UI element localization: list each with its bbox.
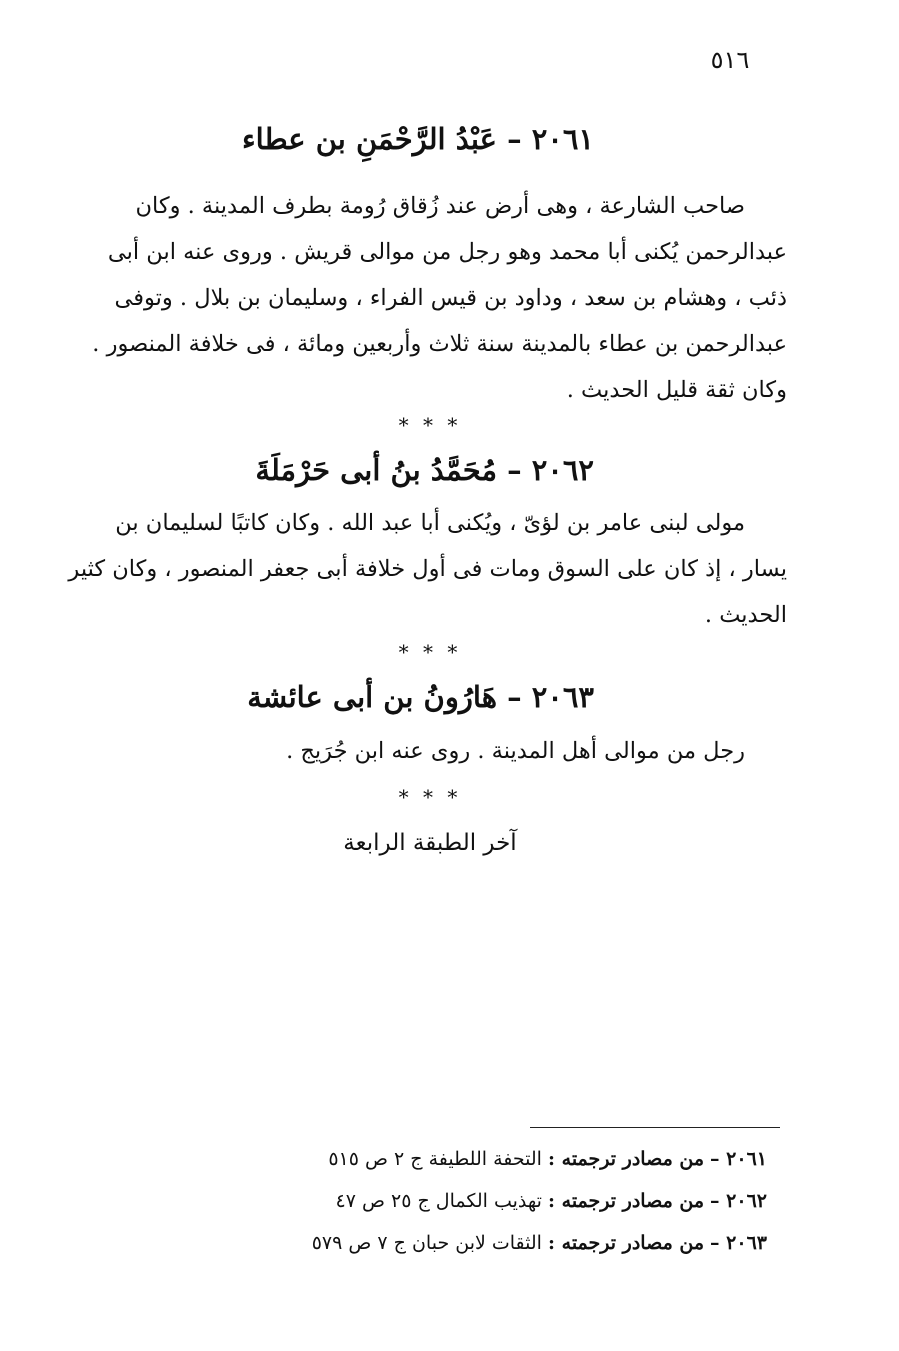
footnote-divider (530, 1127, 780, 1128)
body-line: عبدالرحمن بن عطاء بالمدينة سنة ثلاث وأربعين ومائة ، فى خلافة المنصور . (92, 331, 787, 357)
entry-body-2061 (87, 183, 787, 413)
entry-title-2061: ٢٠٦١ – عَبْدُ الرَّحْمَنِ بن عطاء (242, 122, 594, 156)
body-line: مولى لبنى عامر بن لؤىّ ، ويُكنى أبا عبد الله . وكان كاتبًا لسليمان بن (115, 510, 745, 536)
body-line: رجل من موالى أهل المدينة . روى عنه ابن جُرَيج . (286, 738, 745, 764)
section-separator: * * * (398, 413, 462, 437)
body-line: وكان ثقة قليل الحديث . (566, 377, 787, 403)
section-separator: * * * (398, 640, 462, 664)
footnote-text: التحفة اللطيفة ج ٢ ص ٥١٥ (328, 1148, 542, 1170)
footnote-line (207, 1180, 767, 1222)
entry-body-2063 (87, 728, 787, 774)
section-separator: * * * (398, 785, 462, 809)
footnote-number: ٢٠٦١ – (710, 1148, 767, 1170)
footnote-text: تهذيب الكمال ج ٢٥ ص ٤٧ (335, 1190, 542, 1212)
body-line: الحديث . (704, 602, 787, 628)
page-number: ٥١٦ (710, 46, 750, 74)
footnote-number: ٢٠٦٢ – (710, 1190, 767, 1212)
footnote-label: من مصادر ترجمته : (548, 1232, 704, 1254)
body-line: صاحب الشارعة ، وهى أرض عند زُقاق رُومة بطرف المدينة . وكان (135, 193, 745, 219)
footnote-label: من مصادر ترجمته : (548, 1148, 704, 1170)
footnote-line (207, 1222, 767, 1264)
entry-title-2062: ٢٠٦٢ – مُحَمَّدُ بنُ أبى حَرْمَلَةَ (255, 453, 594, 487)
entry-title-2063: ٢٠٦٣ – هَارُونُ بن أبى عائشة (247, 680, 594, 714)
body-line: يسار ، إذ كان على السوق ومات فى أول خلافة أبى جعفر المنصور ، وكان كثير (68, 556, 787, 582)
end-of-section-note: آخر الطبقة الرابعة (343, 830, 517, 856)
footnote-line (207, 1138, 767, 1180)
entry-body-2062 (68, 500, 787, 638)
footnote-label: من مصادر ترجمته : (548, 1190, 704, 1212)
body-line: عبدالرحمن يُكنى أبا محمد وهو رجل من موالى قريش . وروى عنه ابن أبى (107, 239, 787, 265)
footnote-number: ٢٠٦٣ – (710, 1232, 767, 1254)
body-line: ذئب ، وهشام بن سعد ، وداود بن قيس الفراء ، وسليمان بن بلال . وتوفى (114, 285, 787, 311)
footnote-text: الثقات لابن حبان ج ٧ ص ٥٧٩ (311, 1232, 542, 1254)
footnotes (207, 1138, 767, 1264)
